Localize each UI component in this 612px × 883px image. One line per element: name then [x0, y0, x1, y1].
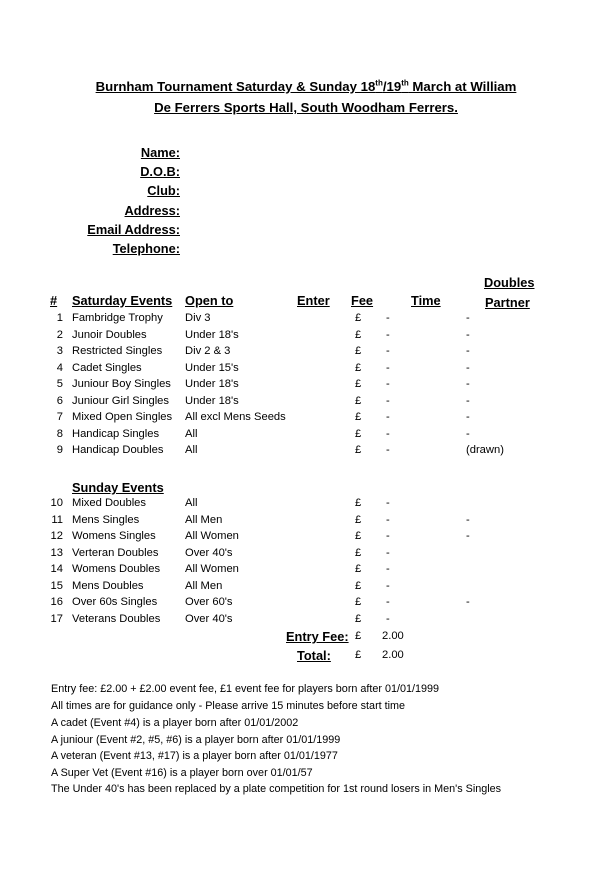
event-open-to: All: [185, 497, 198, 509]
event-name: Veterans Doubles: [72, 612, 161, 625]
event-doubles-partner: -: [466, 513, 470, 526]
form-label-dob: D.O.B:: [140, 164, 180, 179]
event-number: 12: [50, 530, 63, 542]
event-open-to: All: [185, 444, 198, 456]
event-open-to: Over 40's: [185, 546, 233, 559]
event-fee-value: -: [386, 394, 390, 407]
header-saturday-events: Saturday Events: [72, 293, 173, 308]
event-fee-value: -: [386, 563, 390, 575]
note-cadet: A cadet (Event #4) is a player born after 01/01/2002: [51, 717, 299, 729]
form-label-name: Name:: [140, 145, 180, 160]
event-fee-value: -: [386, 579, 390, 592]
entry-fee-value: 2.00: [382, 630, 404, 642]
event-open-to: All Women: [185, 530, 239, 542]
note-veteran: A veteran (Event #13, #17) is a player born after 01/01/1977: [51, 750, 338, 762]
event-doubles-partner: -: [466, 394, 470, 407]
event-name: Mens Singles: [72, 513, 140, 526]
document-title-line1: Burnham Tournament Saturday & Sunday 18th/19th March at William: [95, 78, 517, 94]
event-fee-currency: £: [355, 497, 362, 509]
event-fee-currency: £: [355, 612, 362, 625]
event-name: Mixed Open Singles: [72, 411, 173, 423]
event-open-to: Under 18's: [185, 328, 239, 341]
event-name: Womens Singles: [72, 530, 156, 542]
event-number: 4: [56, 361, 63, 374]
event-number: 5: [56, 378, 63, 390]
event-number: 7: [56, 411, 63, 423]
event-name: Verteran Doubles: [72, 546, 159, 559]
event-fee-currency: £: [355, 513, 362, 526]
header-open-to: Open to: [185, 293, 234, 308]
event-fee-currency: £: [355, 361, 362, 374]
event-doubles-partner: -: [466, 411, 470, 423]
event-fee-currency: £: [355, 530, 362, 542]
event-doubles-partner: (drawn): [466, 444, 504, 456]
event-fee-value: -: [386, 328, 390, 341]
event-fee-currency: £: [355, 345, 362, 357]
event-fee-value: -: [386, 345, 390, 357]
event-name: Fambridge Trophy: [72, 312, 163, 324]
event-number: 10: [50, 497, 63, 509]
event-open-to: All Women: [185, 563, 239, 575]
event-fee-currency: £: [355, 328, 362, 341]
header-fee: Fee: [351, 293, 374, 308]
event-number: 11: [51, 513, 63, 526]
event-open-to: Under 18's: [185, 378, 239, 390]
form-label-telephone: Telephone:: [112, 241, 180, 256]
header-enter: Enter: [297, 293, 330, 308]
event-name: Handicap Singles: [72, 427, 160, 440]
event-name: Over 60s Singles: [72, 596, 158, 608]
event-number: 9: [56, 444, 63, 456]
event-name: Juniour Girl Singles: [72, 394, 170, 407]
entry-fee-currency: £: [355, 630, 362, 642]
event-fee-value: -: [386, 312, 390, 324]
event-doubles-partner: -: [466, 378, 470, 390]
event-open-to: All Men: [185, 513, 223, 526]
event-fee-value: -: [386, 497, 390, 509]
event-name: Cadet Singles: [72, 361, 142, 374]
note-plate-competition: The Under 40's has been replaced by a plate competition for 1st round losers in Men's Singles: [51, 783, 502, 795]
event-name: Junoir Doubles: [72, 328, 147, 341]
event-fee-value: -: [386, 513, 390, 526]
form-label-email: Email Address:: [87, 222, 180, 237]
event-fee-value: -: [386, 530, 390, 542]
total-currency: £: [355, 649, 362, 661]
event-number: 16: [50, 596, 63, 608]
event-open-to: Div 3: [185, 312, 211, 324]
header-number: #: [50, 293, 58, 308]
event-fee-currency: £: [355, 596, 362, 608]
event-number: 17: [50, 612, 63, 625]
event-doubles-partner: -: [466, 328, 470, 341]
event-open-to: All excl Mens Seeds: [185, 411, 286, 423]
event-number: 15: [50, 579, 63, 592]
event-doubles-partner: -: [466, 530, 470, 542]
total-label: Total:: [297, 648, 331, 663]
header-partner: Partner: [485, 295, 530, 310]
event-open-to: Div 2 & 3: [185, 345, 231, 357]
event-doubles-partner: -: [466, 345, 470, 357]
event-fee-value: -: [386, 378, 390, 390]
event-fee-value: -: [386, 444, 390, 456]
event-name: Mens Doubles: [72, 579, 144, 592]
event-name: Juniour Boy Singles: [72, 378, 171, 390]
event-fee-currency: £: [355, 563, 362, 575]
event-doubles-partner: -: [466, 361, 470, 374]
event-number: 1: [56, 312, 63, 324]
event-fee-currency: £: [355, 411, 362, 423]
event-number: 2: [56, 328, 63, 341]
total-value: 2.00: [382, 649, 404, 661]
event-name: Handicap Doubles: [72, 444, 164, 456]
form-label-address: Address:: [124, 203, 180, 218]
event-fee-value: -: [386, 596, 390, 608]
event-doubles-partner: -: [466, 596, 470, 608]
event-doubles-partner: -: [466, 312, 470, 324]
event-fee-value: -: [386, 612, 390, 625]
event-fee-value: -: [386, 411, 390, 423]
event-fee-currency: £: [355, 427, 362, 440]
event-fee-currency: £: [355, 579, 362, 592]
event-doubles-partner: -: [466, 427, 470, 440]
event-fee-currency: £: [355, 444, 362, 456]
event-name: Mixed Doubles: [72, 497, 146, 509]
event-open-to: Over 40's: [185, 612, 233, 625]
event-fee-currency: £: [355, 394, 362, 407]
note-juniour: A juniour (Event #2, #5, #6) is a player born after 01/01/1999: [51, 734, 341, 746]
note-entry-fee: Entry fee: £2.00 + £2.00 event fee, £1 event fee for players born after 01/01/1999: [51, 683, 440, 695]
form-label-club: Club:: [147, 183, 180, 198]
event-fee-value: -: [386, 546, 390, 559]
event-fee-value: -: [386, 361, 390, 374]
event-number: 13: [50, 546, 63, 559]
event-name: Restricted Singles: [72, 345, 163, 357]
event-open-to: All Men: [185, 579, 223, 592]
note-super-vet: A Super Vet (Event #16) is a player born over 01/01/57: [51, 767, 313, 779]
event-open-to: Under 15's: [185, 361, 239, 374]
event-fee-currency: £: [355, 312, 362, 324]
event-name: Womens Doubles: [72, 563, 161, 575]
event-open-to: All: [185, 427, 198, 440]
header-doubles: Doubles: [484, 275, 535, 290]
event-number: 14: [50, 563, 63, 575]
sunday-events-header: Sunday Events: [72, 480, 164, 495]
event-number: 6: [56, 394, 63, 407]
entry-fee-label: Entry Fee:: [286, 629, 349, 644]
event-open-to: Under 18's: [185, 394, 239, 407]
header-time: Time: [411, 293, 441, 308]
event-fee-value: -: [386, 427, 390, 440]
document-title-line2: De Ferrers Sports Hall, South Woodham Ferrers.: [154, 100, 458, 115]
note-times: All times are for guidance only - Please arrive 15 minutes before start time: [51, 700, 406, 712]
event-open-to: Over 60's: [185, 596, 233, 608]
event-fee-currency: £: [355, 378, 362, 390]
event-number: 8: [56, 427, 63, 440]
event-number: 3: [56, 345, 63, 357]
event-fee-currency: £: [355, 546, 362, 559]
